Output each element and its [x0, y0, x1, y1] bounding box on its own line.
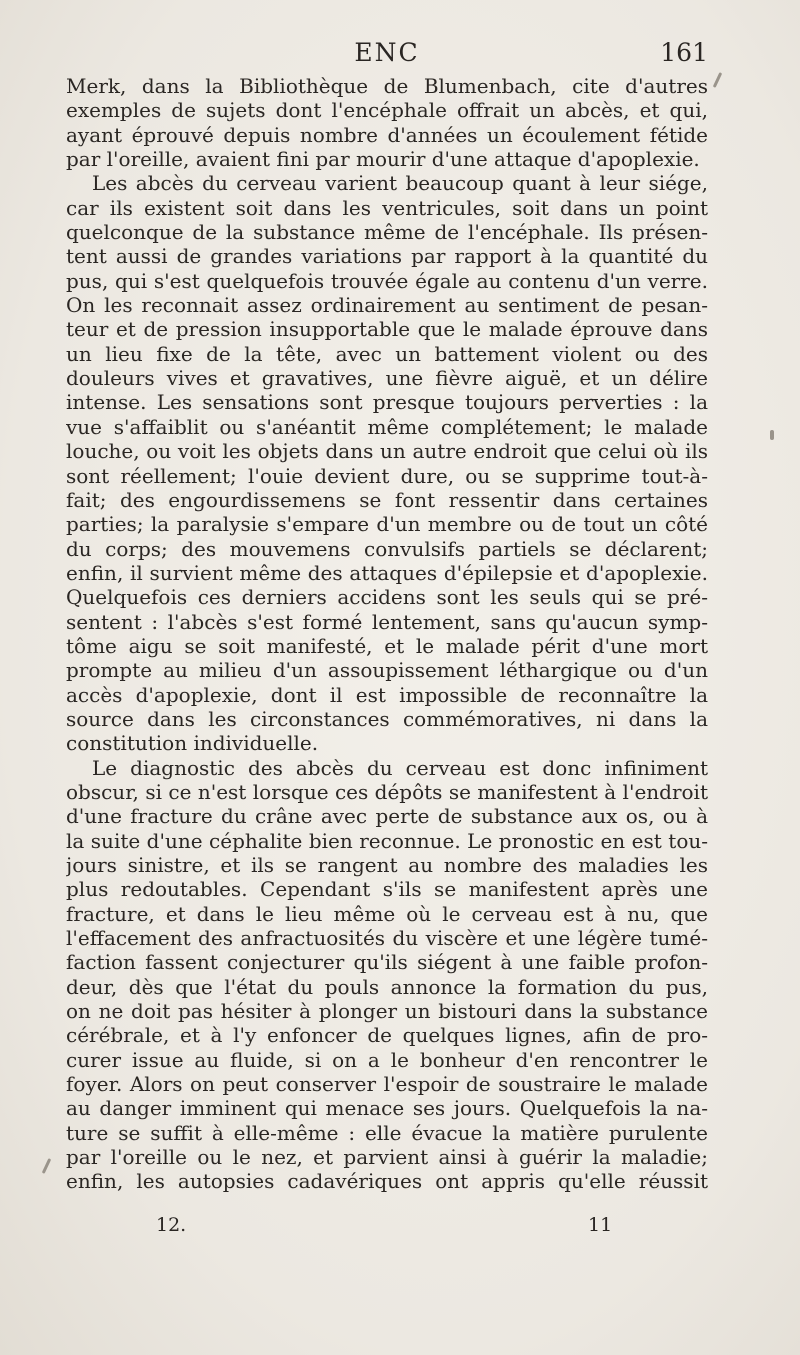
text-line: par l'oreille, avaient fini par mourir d'une attaque d'apoplexie.: [66, 147, 700, 172]
text-line: sentent : l'abcès s'est formé lentement, sans qu'aucun symp-: [66, 609, 708, 634]
text-line: intense. Les sensations sont presque toujours perverties : la: [66, 390, 708, 415]
text-line: faction fassent conjecturer qu'ils siégent à une faible profon-: [66, 950, 708, 975]
text-line: quelconque de la substance même de l'encéphale. Ils présen-: [66, 220, 708, 245]
text-line: cérébrale, et à l'y enfoncer de quelques lignes, afin de pro-: [66, 1023, 708, 1048]
text-line: foyer. Alors on peut conserver l'espoir de soustraire le malade: [66, 1072, 708, 1097]
text-line: parties; la paralysie s'empare d'un membre ou de tout un côté: [66, 512, 708, 537]
text-line: on ne doit pas hésiter à plonger un bistouri dans la substance: [66, 999, 708, 1024]
text-line: fracture, et dans le lieu même où le cerveau est à nu, que: [66, 901, 708, 926]
text-line: enfin, les autopsies cadavériques ont appris qu'elle réussit: [66, 1169, 708, 1194]
text-line: deur, dès que l'état du pouls annonce la formation du pus,: [66, 974, 708, 999]
text-line: On les reconnait assez ordinairement au sentiment de pesan-: [66, 293, 708, 318]
text-line: prompte au milieu d'un assoupissement léthargique ou d'un: [66, 658, 708, 683]
text-line: vue s'affaiblit ou s'anéantit même complétement; le malade: [66, 414, 708, 439]
signature-line: [66, 1214, 708, 1244]
text-line: tent aussi de grandes variations par rapport à la quantité du: [66, 244, 708, 269]
paragraph-start-line: Les abcès du cerveau varient beaucoup quant à leur siége,: [92, 171, 708, 196]
text-line: la suite d'une céphalite bien reconnue. Le pronostic en est tou-: [66, 828, 708, 853]
signature-mark-right: 11: [588, 1214, 613, 1236]
text-line: d'une fracture du crâne avec perte de substance aux os, ou à: [66, 804, 708, 829]
text-line: un lieu fixe de la tête, avec un battement violent ou des: [66, 341, 708, 366]
text-line: exemples de sujets dont l'encéphale offrait un abcès, et qui,: [66, 98, 708, 123]
text-line: car ils existent soit dans les ventricules, soit dans un point: [66, 195, 708, 220]
body-text: [66, 74, 708, 1194]
text-line: source dans les circonstances commémoratives, ni dans la: [66, 706, 708, 731]
text-line: jours sinistre, et ils se rangent au nombre des maladies les: [66, 853, 708, 877]
text-line: Merk, dans la Bibliothèque de Blumenbach, cite d'autres: [66, 74, 708, 98]
text-line: du corps; des mouvemens convulsifs partiels se déclarent;: [66, 536, 708, 561]
text-line: pus, qui s'est quelquefois trouvée égale au contenu d'un verre.: [66, 268, 708, 293]
text-line: teur et de pression insupportable que le malade éprouve dans: [66, 317, 708, 342]
ink-stray-mark: [42, 1158, 51, 1174]
paragraph-start-line: Le diagnostic des abcès du cerveau est donc infiniment: [92, 755, 708, 780]
text-line: enfin, il survient même des attaques d'épilepsie et d'apoplexie.: [66, 560, 708, 585]
text-line: douleurs vives et gravatives, une fièvre aiguë, et un délire: [66, 366, 708, 391]
ink-stray-mark: [713, 72, 722, 88]
text-line: plus redoutables. Cependant s'ils se manifestent après une: [66, 877, 708, 902]
text-line: ture se suffit à elle-même : elle évacue la matière purulente: [66, 1120, 708, 1145]
page-number: 161: [660, 38, 708, 67]
text-line: obscur, si ce n'est lorsque ces dépôts se manifestent à l'endroit: [66, 779, 708, 804]
text-line: curer issue au fluide, si on a le bonheur d'en rencontrer le: [66, 1047, 708, 1072]
text-line: louche, ou voit les objets dans un autre endroit que celui où ils: [66, 439, 708, 464]
text-line: tôme aigu se soit manifesté, et le malade périt d'une mort: [66, 633, 708, 658]
paper-speck: [770, 430, 774, 440]
text-line: constitution individuelle.: [66, 731, 319, 756]
text-line: Quelquefois ces derniers accidens sont les seuls qui se pré-: [66, 585, 708, 610]
text-line: par l'oreille ou le nez, et parvient ainsi à guérir la maladie;: [66, 1145, 708, 1170]
running-title: ENC: [354, 38, 420, 67]
text-line: ayant éprouvé depuis nombre d'années un écoulement fétide: [66, 122, 708, 147]
running-head: [66, 38, 708, 68]
signature-mark-left: 12.: [156, 1214, 187, 1236]
text-line: sont réellement; l'ouie devient dure, ou se supprime tout-à-: [66, 463, 708, 488]
text-line: accès d'apoplexie, dont il est impossible de reconnaître la: [66, 682, 708, 707]
text-line: l'effacement des anfractuosités du viscère et une légère tumé-: [66, 926, 708, 951]
text-line: au danger imminent qui menace ses jours. Quelquefois la na-: [66, 1096, 708, 1121]
text-line: fait; des engourdissemens se font ressentir dans certaines: [66, 487, 708, 512]
